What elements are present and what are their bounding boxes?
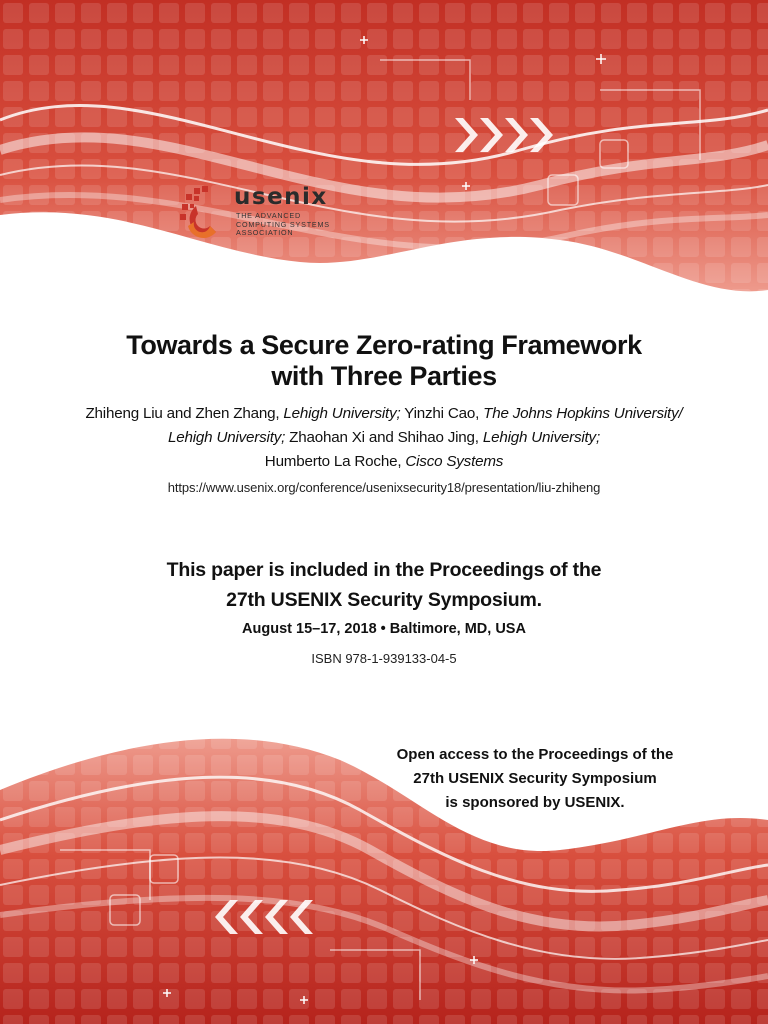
authors-line-2: Lehigh University; Zhaohan Xi and Shihao Jing, Lehigh University; [168, 429, 600, 446]
paper-title [0, 330, 768, 392]
date-location: August 15–17, 2018 • Baltimore, MD, USA [242, 621, 526, 637]
isbn: ISBN 978-1-939133-04-5 [311, 651, 457, 666]
proceedings-line-2: 27th USENIX Security Symposium. [226, 589, 542, 611]
open-access-statement [380, 743, 690, 815]
authors-line-3: Humberto La Roche, Cisco Systems [264, 453, 504, 470]
top-decorative-banner [0, 0, 768, 310]
usenix-logo-mark [180, 186, 230, 242]
open-access-line-1: Open access to the Proceedings of the [396, 746, 674, 763]
authors-block [0, 402, 768, 474]
open-access-line-2: 27th USENIX Security Symposium [413, 770, 657, 787]
logo-wordmark: usenix [234, 184, 328, 210]
authors-line-1: Zhiheng Liu and Zhen Zhang, Lehigh University; Yinzhi Cao, The Johns Hopkins University/ [85, 405, 683, 422]
title-line-2: with Three Parties [271, 361, 497, 391]
open-access-line-3: is sponsored by USENIX. [445, 794, 625, 811]
proceedings-statement [0, 555, 768, 615]
usenix-logo [180, 186, 350, 242]
title-line-1: Towards a Secure Zero-rating Framework [126, 330, 642, 360]
paper-url-link[interactable]: https://www.usenix.org/conference/usenixsecurity18/presentation/liu-zhiheng [167, 480, 601, 495]
proceedings-line-1: This paper is included in the Proceedings of the [166, 559, 602, 581]
logo-tagline: THE ADVANCED COMPUTING SYSTEMS ASSOCIATION [236, 211, 330, 238]
